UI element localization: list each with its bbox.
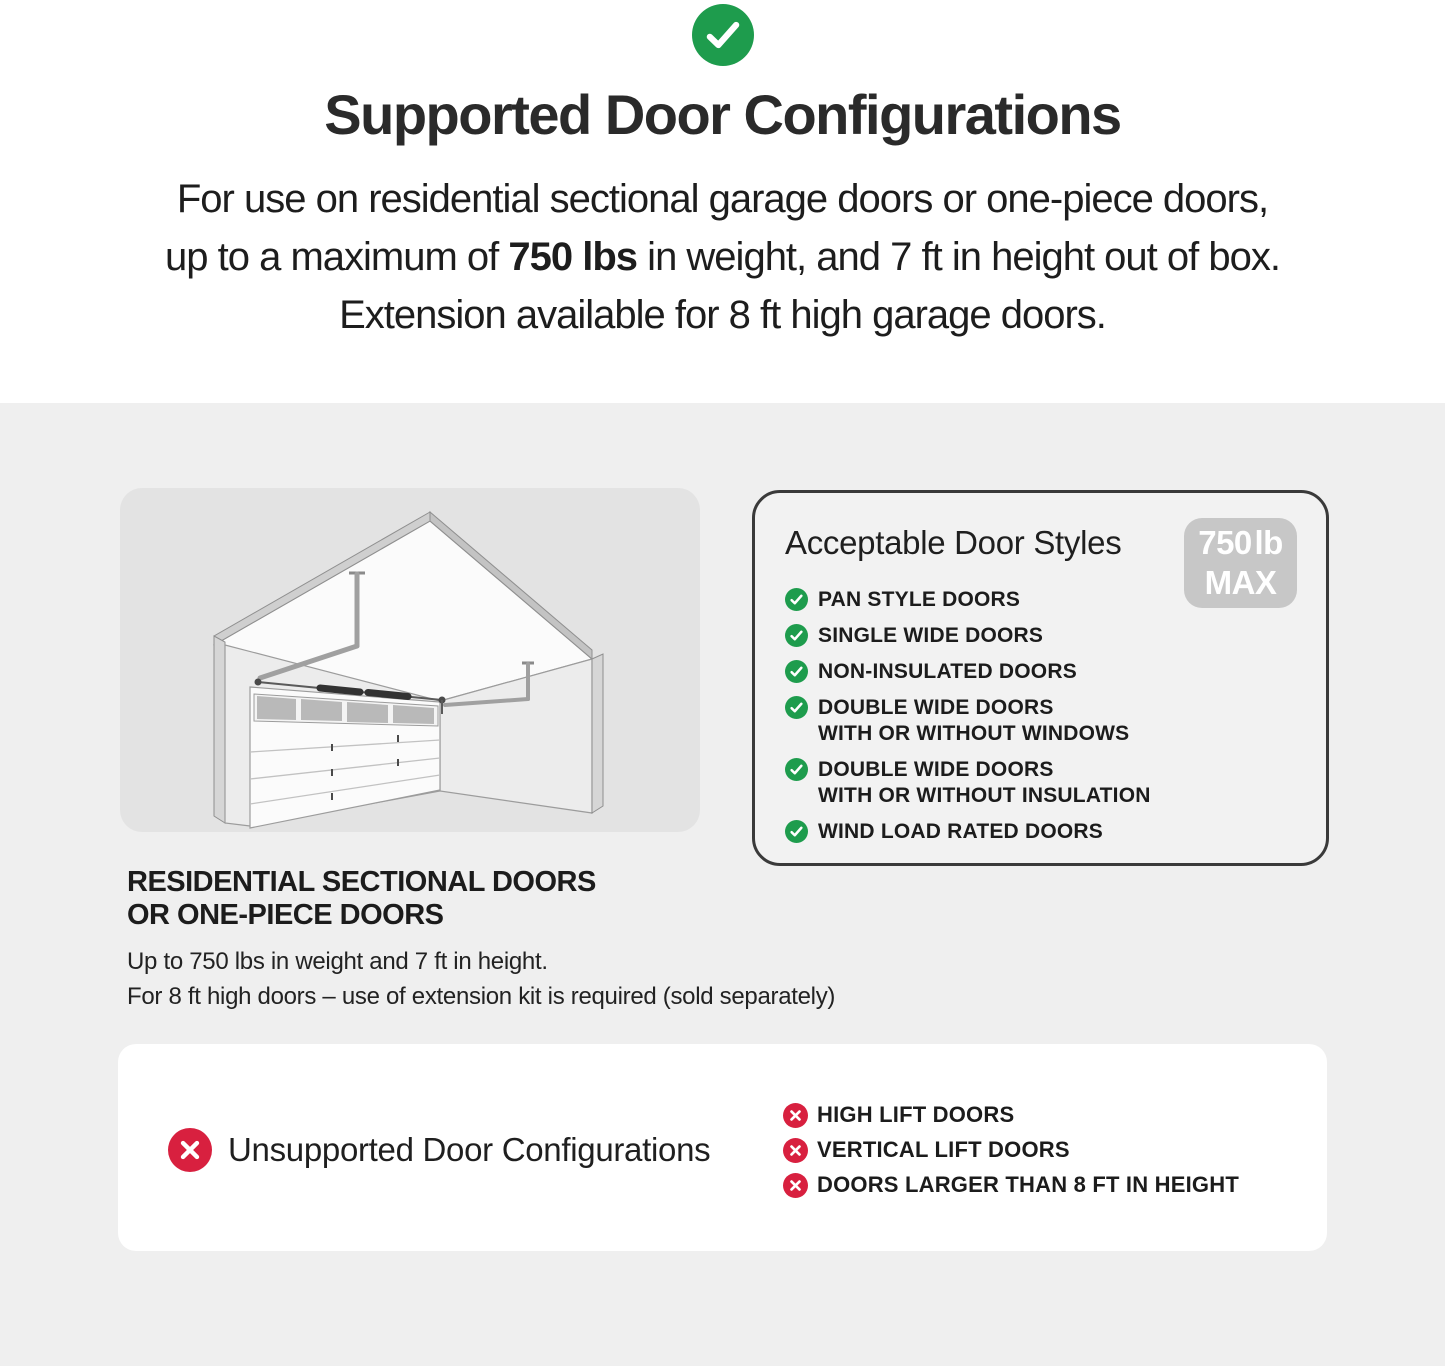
- check-icon: [785, 660, 808, 683]
- x-circle-icon: [168, 1128, 212, 1172]
- garage-interior-illustration: [120, 488, 700, 832]
- check-icon: [785, 696, 808, 719]
- list-item: DOUBLE WIDE DOORS WITH OR WITHOUT INSULATION: [785, 757, 1151, 809]
- acceptable-box-title: Acceptable Door Styles: [785, 524, 1122, 561]
- caption-line-1: RESIDENTIAL SECTIONAL DOORS: [127, 866, 596, 898]
- weight-max-badge: [1184, 518, 1297, 608]
- subtitle-line-3: Extension available for 8 ft high garage doors.: [339, 293, 1106, 337]
- garage-illustration-panel: [120, 488, 700, 832]
- list-item: SINGLE WIDE DOORS: [785, 623, 1151, 649]
- list-item: DOUBLE WIDE DOORS WITH OR WITHOUT WINDOWS: [785, 695, 1151, 747]
- acceptable-door-list: [785, 587, 1151, 855]
- unsupported-title: Unsupported Door Configurations: [228, 1131, 711, 1168]
- illustration-caption: [127, 866, 596, 932]
- list-item: NON-INSULATED DOORS: [785, 659, 1151, 685]
- list-item: HIGH LIFT DOORS: [783, 1102, 1239, 1128]
- check-circle-icon: [692, 4, 754, 66]
- badge-max: MAX: [1204, 564, 1277, 601]
- x-icon: [783, 1103, 808, 1128]
- unsupported-door-list: [783, 1102, 1239, 1207]
- illustration-note-2: For 8 ft high doors – use of extension kit is required (sold separately): [127, 983, 836, 1010]
- check-icon: [785, 758, 808, 781]
- x-icon: [783, 1138, 808, 1163]
- subtitle-line-2: up to a maximum of 750 lbs in weight, and 7 ft in height out of box.: [165, 235, 1280, 279]
- list-item: DOORS LARGER THAN 8 FT IN HEIGHT: [783, 1172, 1239, 1198]
- page-subtitle: [0, 170, 1445, 344]
- page-title: Supported Door Configurations: [324, 83, 1121, 146]
- check-icon: [785, 820, 808, 843]
- check-icon: [785, 588, 808, 611]
- unsupported-header: [168, 1128, 710, 1172]
- badge-weight: 750 lb: [1198, 524, 1283, 561]
- list-item: VERTICAL LIFT DOORS: [783, 1137, 1239, 1163]
- caption-line-2: OR ONE-PIECE DOORS: [127, 899, 444, 931]
- list-item: WIND LOAD RATED DOORS: [785, 819, 1151, 845]
- weight-limit-text: 750 lbs: [508, 235, 638, 279]
- illustration-note-1: Up to 750 lbs in weight and 7 ft in height.: [127, 948, 548, 975]
- x-icon: [783, 1173, 808, 1198]
- subtitle-line-1: For use on residential sectional garage doors or one-piece doors,: [176, 177, 1269, 221]
- list-item: PAN STYLE DOORS: [785, 587, 1151, 613]
- check-icon: [785, 624, 808, 647]
